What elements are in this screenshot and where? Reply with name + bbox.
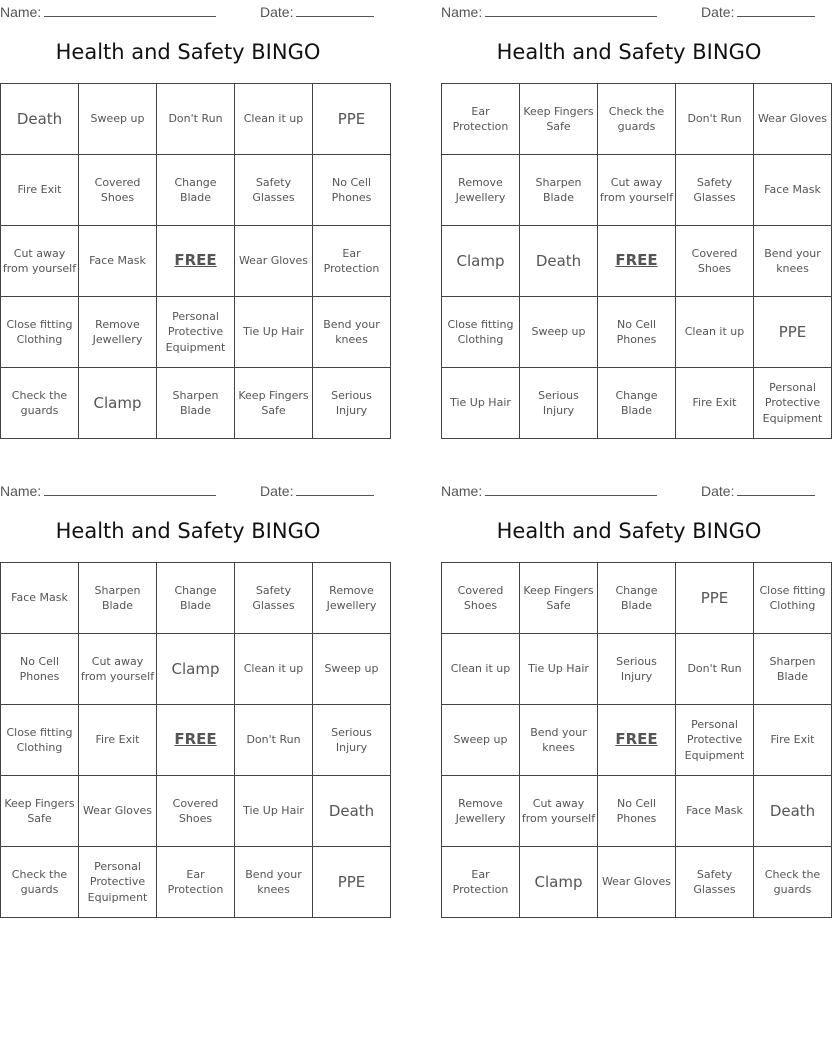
bingo-cell[interactable]: No Cell Phones: [598, 776, 676, 847]
bingo-cell[interactable]: Change Blade: [157, 155, 235, 226]
date-underline[interactable]: [296, 2, 374, 17]
name-label: Name:: [441, 483, 483, 499]
bingo-cell[interactable]: Clamp: [520, 847, 598, 918]
grid-row: [1, 155, 391, 226]
bingo-cell[interactable]: Remove Jewellery: [442, 776, 520, 847]
bingo-cell[interactable]: Close fitting Clothing: [442, 297, 520, 368]
free-space[interactable]: FREE: [598, 705, 676, 776]
name-field[interactable]: [441, 2, 659, 20]
bingo-cell[interactable]: Don't Run: [235, 705, 313, 776]
bingo-cell[interactable]: PPE: [754, 297, 832, 368]
bingo-cell[interactable]: No Cell Phones: [598, 297, 676, 368]
bingo-cell[interactable]: Covered Shoes: [442, 563, 520, 634]
bingo-cell[interactable]: Fire Exit: [754, 705, 832, 776]
card-title: Health and Safety BINGO: [496, 519, 762, 543]
bingo-cell[interactable]: Clamp: [79, 368, 157, 439]
bingo-cell[interactable]: Wear Gloves: [598, 847, 676, 918]
bingo-cell[interactable]: Keep Fingers Safe: [235, 368, 313, 439]
bingo-grid: [441, 562, 832, 918]
bingo-cell[interactable]: Clean it up: [676, 297, 754, 368]
bingo-cell[interactable]: Fire Exit: [676, 368, 754, 439]
bingo-card-4: [441, 479, 826, 919]
grid-row: [442, 84, 832, 155]
bingo-cell[interactable]: PPE: [313, 84, 391, 155]
bingo-cell[interactable]: Sweep up: [442, 705, 520, 776]
bingo-cell[interactable]: Clamp: [442, 226, 520, 297]
bingo-cell[interactable]: Serious Injury: [598, 634, 676, 705]
bingo-cell[interactable]: Cut away from yourself: [598, 155, 676, 226]
bingo-cell[interactable]: Don't Run: [157, 84, 235, 155]
bingo-cell[interactable]: Close fitting Clothing: [1, 705, 79, 776]
bingo-cell[interactable]: Clean it up: [442, 634, 520, 705]
grid-row: [442, 226, 832, 297]
bingo-cell[interactable]: Remove Jewellery: [442, 155, 520, 226]
bingo-cell[interactable]: PPE: [676, 563, 754, 634]
bingo-cell[interactable]: Sharpen Blade: [79, 563, 157, 634]
name-field[interactable]: [441, 481, 659, 499]
grid-row: [442, 634, 832, 705]
bingo-cell[interactable]: Cut away from yourself: [520, 776, 598, 847]
card-title: Health and Safety BINGO: [496, 40, 762, 64]
name-label: Name:: [0, 483, 42, 499]
bingo-cell[interactable]: Death: [313, 776, 391, 847]
bingo-cell[interactable]: Cut away from yourself: [1, 226, 79, 297]
bingo-grid: [0, 562, 391, 918]
bingo-cell[interactable]: Ear Protection: [313, 226, 391, 297]
name-field[interactable]: [0, 2, 218, 20]
bingo-cell[interactable]: Bend your knees: [520, 705, 598, 776]
name-label: Name:: [441, 4, 483, 20]
grid-row: [1, 563, 391, 634]
bingo-cell[interactable]: Remove Jewellery: [313, 563, 391, 634]
grid-row: [1, 84, 391, 155]
bingo-cell[interactable]: Serious Injury: [520, 368, 598, 439]
grid-row: [1, 634, 391, 705]
bingo-cell[interactable]: Covered Shoes: [157, 776, 235, 847]
name-underline[interactable]: [485, 481, 657, 496]
card-title: Health and Safety BINGO: [55, 40, 321, 64]
bingo-cell[interactable]: Personal Protective Equipment: [79, 847, 157, 918]
bingo-cell[interactable]: Personal Protective Equipment: [676, 705, 754, 776]
bingo-cell[interactable]: Check the guards: [1, 847, 79, 918]
free-space[interactable]: FREE: [598, 226, 676, 297]
bingo-cell[interactable]: Death: [520, 226, 598, 297]
date-label: Date:: [260, 483, 294, 499]
date-underline[interactable]: [296, 481, 374, 496]
bingo-cell[interactable]: Face Mask: [79, 226, 157, 297]
date-label: Date:: [260, 4, 294, 20]
bingo-cell[interactable]: Personal Protective Equipment: [754, 368, 832, 439]
grid-row: [442, 705, 832, 776]
bingo-cell[interactable]: Tie Up Hair: [235, 297, 313, 368]
free-space[interactable]: FREE: [157, 705, 235, 776]
bingo-cell[interactable]: Death: [754, 776, 832, 847]
card-title: Health and Safety BINGO: [55, 519, 321, 543]
bingo-cell[interactable]: Sweep up: [520, 297, 598, 368]
bingo-cell[interactable]: Safety Glasses: [676, 155, 754, 226]
bingo-cell[interactable]: Change Blade: [598, 368, 676, 439]
bingo-cell[interactable]: Covered Shoes: [676, 226, 754, 297]
date-label: Date:: [701, 4, 735, 20]
bingo-cell[interactable]: Keep Fingers Safe: [520, 563, 598, 634]
grid-row: [1, 368, 391, 439]
bingo-cell[interactable]: Face Mask: [676, 776, 754, 847]
bingo-cell[interactable]: Ear Protection: [442, 84, 520, 155]
bingo-cell[interactable]: Face Mask: [754, 155, 832, 226]
bingo-cell[interactable]: Wear Gloves: [754, 84, 832, 155]
grid-row: [442, 368, 832, 439]
bingo-cell[interactable]: Face Mask: [1, 563, 79, 634]
bingo-cell[interactable]: Tie Up Hair: [235, 776, 313, 847]
grid-row: [1, 847, 391, 918]
grid-row: [1, 705, 391, 776]
bingo-cell[interactable]: Check the guards: [1, 368, 79, 439]
bingo-cell[interactable]: Check the guards: [754, 847, 832, 918]
bingo-cell[interactable]: Safety Glasses: [235, 155, 313, 226]
date-field[interactable]: [701, 481, 817, 499]
bingo-cell[interactable]: Clamp: [157, 634, 235, 705]
bingo-cell[interactable]: Covered Shoes: [79, 155, 157, 226]
bingo-cell[interactable]: Keep Fingers Safe: [520, 84, 598, 155]
bingo-cell[interactable]: Safety Glasses: [235, 563, 313, 634]
bingo-cell[interactable]: Cut away from yourself: [79, 634, 157, 705]
bingo-cell[interactable]: Sharpen Blade: [520, 155, 598, 226]
bingo-cell[interactable]: Tie Up Hair: [520, 634, 598, 705]
name-underline[interactable]: [44, 481, 216, 496]
bingo-cell[interactable]: Bend your knees: [313, 297, 391, 368]
bingo-cell[interactable]: Clean it up: [235, 84, 313, 155]
bingo-cell[interactable]: Death: [1, 84, 79, 155]
date-underline[interactable]: [737, 481, 815, 496]
free-space[interactable]: FREE: [157, 226, 235, 297]
bingo-cell[interactable]: Sweep up: [79, 84, 157, 155]
grid-row: [442, 847, 832, 918]
date-label: Date:: [701, 483, 735, 499]
bingo-cell[interactable]: Tie Up Hair: [442, 368, 520, 439]
grid-row: [442, 776, 832, 847]
bingo-cell[interactable]: Bend your knees: [235, 847, 313, 918]
bingo-cell[interactable]: Fire Exit: [1, 155, 79, 226]
bingo-card-1: [0, 0, 380, 440]
bingo-cell[interactable]: Clean it up: [235, 634, 313, 705]
bingo-cell[interactable]: No Cell Phones: [1, 634, 79, 705]
bingo-cell[interactable]: Sharpen Blade: [754, 634, 832, 705]
date-field[interactable]: [701, 2, 817, 20]
bingo-cell[interactable]: Don't Run: [676, 634, 754, 705]
bingo-card-3: [0, 479, 379, 919]
bingo-cell[interactable]: Wear Gloves: [235, 226, 313, 297]
name-underline[interactable]: [485, 2, 657, 17]
name-field[interactable]: [0, 481, 218, 499]
bingo-grid: [0, 83, 391, 439]
bingo-cell[interactable]: Safety Glasses: [676, 847, 754, 918]
grid-row: [1, 776, 391, 847]
grid-row: [1, 297, 391, 368]
name-underline[interactable]: [44, 2, 216, 17]
date-underline[interactable]: [737, 2, 815, 17]
bingo-cell[interactable]: Sharpen Blade: [157, 368, 235, 439]
bingo-cell[interactable]: Personal Protective Equipment: [157, 297, 235, 368]
bingo-cell[interactable]: Ear Protection: [442, 847, 520, 918]
bingo-cell[interactable]: Check the guards: [598, 84, 676, 155]
bingo-grid: [441, 83, 832, 439]
bingo-cell[interactable]: Bend your knees: [754, 226, 832, 297]
grid-row: [442, 155, 832, 226]
bingo-cell[interactable]: Sweep up: [313, 634, 391, 705]
bingo-cell[interactable]: Don't Run: [676, 84, 754, 155]
bingo-cell[interactable]: Serious Injury: [313, 368, 391, 439]
date-field[interactable]: [260, 481, 376, 499]
bingo-cell[interactable]: Close fitting Clothing: [1, 297, 79, 368]
bingo-cell[interactable]: Serious Injury: [313, 705, 391, 776]
bingo-cell[interactable]: Wear Gloves: [79, 776, 157, 847]
grid-row: [442, 563, 832, 634]
date-field[interactable]: [260, 2, 376, 20]
bingo-cell[interactable]: Close fitting Clothing: [754, 563, 832, 634]
name-label: Name:: [0, 4, 42, 20]
grid-row: [442, 297, 832, 368]
bingo-cell[interactable]: Fire Exit: [79, 705, 157, 776]
bingo-cell[interactable]: Keep Fingers Safe: [1, 776, 79, 847]
bingo-card-2: [441, 0, 828, 440]
bingo-cell[interactable]: Ear Protection: [157, 847, 235, 918]
bingo-cell[interactable]: No Cell Phones: [313, 155, 391, 226]
bingo-cell[interactable]: PPE: [313, 847, 391, 918]
bingo-cell[interactable]: Remove Jewellery: [79, 297, 157, 368]
grid-row: [1, 226, 391, 297]
bingo-cell[interactable]: Change Blade: [157, 563, 235, 634]
bingo-cell[interactable]: Change Blade: [598, 563, 676, 634]
